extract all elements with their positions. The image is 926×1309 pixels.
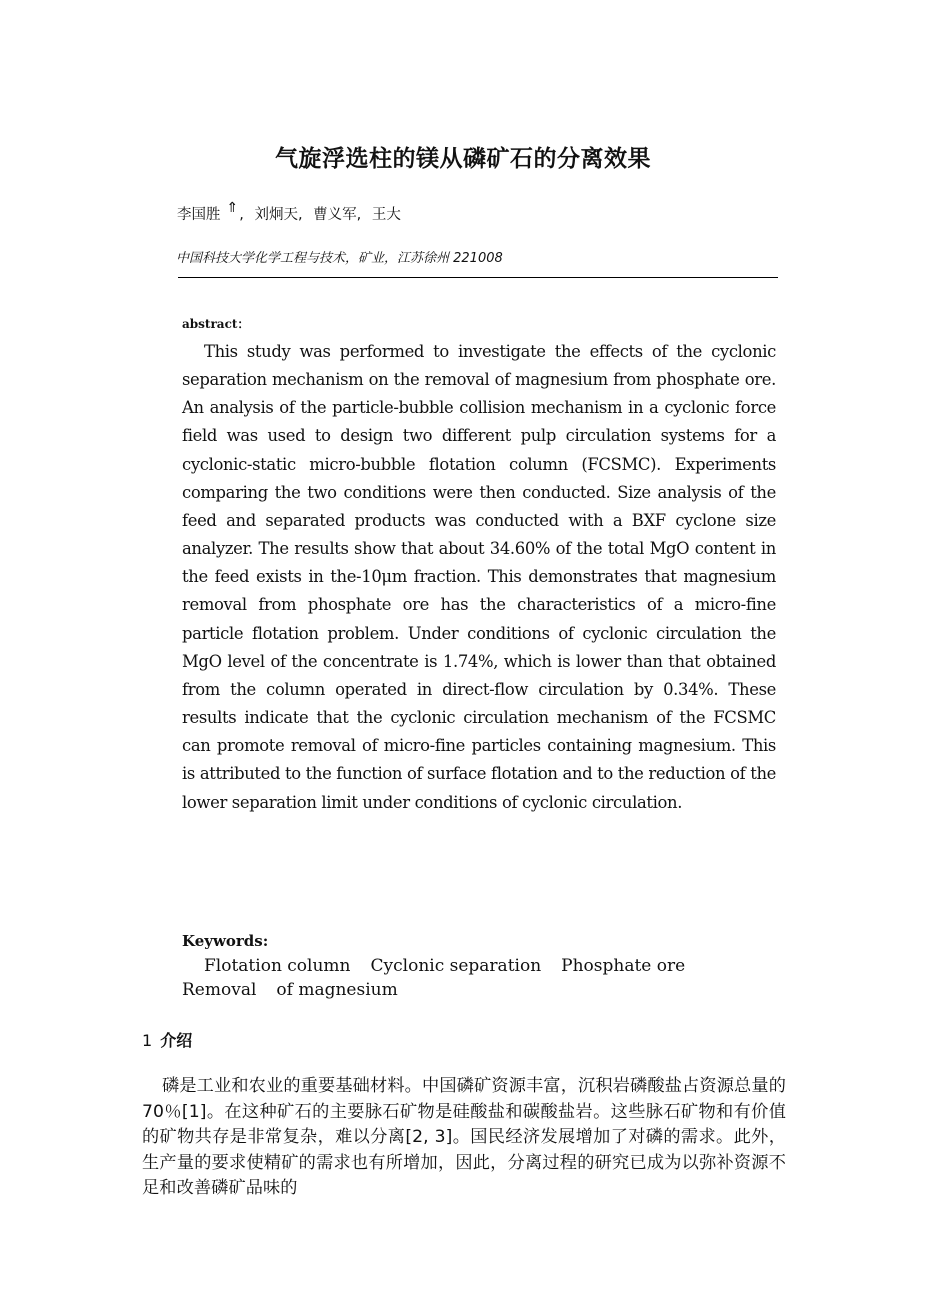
section-number: 1: [142, 1031, 153, 1050]
header-divider: [178, 277, 778, 278]
author-line: [177, 200, 401, 224]
keyword: Removal: [182, 980, 257, 1000]
keywords-list: [182, 954, 782, 1002]
keyword: Cyclonic separation: [370, 956, 542, 976]
other-authors: , 刘炯天, 曹义军, 王大: [239, 207, 401, 223]
abstract-text: This study was performed to investigate the effects of the cyclonic separation mechanism on the removal of magnesium from phosphate ore. An analysis of the particle-bubble collision mechanism in a cyclonic force field was used to design two different pulp circulation systems for a cyclonic-static micro-bubble flotation column (FCSMC). Experiments comparing the two conditions were then conducted. Size analysis of the feed and separated products was conducted with a BXF cyclone size analyzer. The results show that about 34.60% of the total MgO content in the feed exists in the-10μm fraction. This demonstrates that magnesium removal from phosphate ore has the characteristics of a micro-fine particle flotation problem. Under conditions of cyclonic circulation the MgO level of the concentrate is 1.74%, which is lower than that obtained from the column operated in direct-flow circulation by 0.34%. These results indicate that the cyclonic circulation mechanism of the FCSMC can promote removal of micro-fine particles containing magnesium. This is attributed to the function of surface flotation and to the reduction of the lower separation limit under conditions of cyclonic circulation.: [182, 342, 777, 812]
first-author: 李国胜: [177, 207, 221, 223]
section-title: 介绍: [160, 1031, 193, 1050]
keyword: Flotation column: [204, 956, 351, 976]
keyword: of magnesium: [276, 980, 398, 1000]
paper-title: 气旋浮选柱的镁从磷矿石的分离效果: [275, 146, 651, 172]
keywords-label: Keywords:: [182, 932, 269, 950]
keyword: Phosphate ore: [561, 956, 686, 976]
abstract-label: abstract：: [182, 317, 250, 331]
corresponding-author-icon: ⇑: [226, 200, 239, 216]
affiliation: 中国科技大学化学工程与技术，矿业，江苏徐州 221008: [176, 251, 503, 266]
section-heading: [142, 1028, 192, 1051]
intro-paragraph: 磷是工业和农业的重要基础材料。中国磷矿资源丰富，沉积岩磷酸盐占资源总量的70％[1]。在这种矿石的主要脉石矿物是硅酸盐和碳酸盐岩。这些脉石矿物和有价值的矿物共存是非常复杂，难以分离[2, 3]。国民经济发展增加了对磷的需求。此外，生产量的要求使精矿的需求也有所增加，因此，分离过程的研究已成为以弥补资源不足和改善磷矿品味的: [142, 1076, 786, 1199]
